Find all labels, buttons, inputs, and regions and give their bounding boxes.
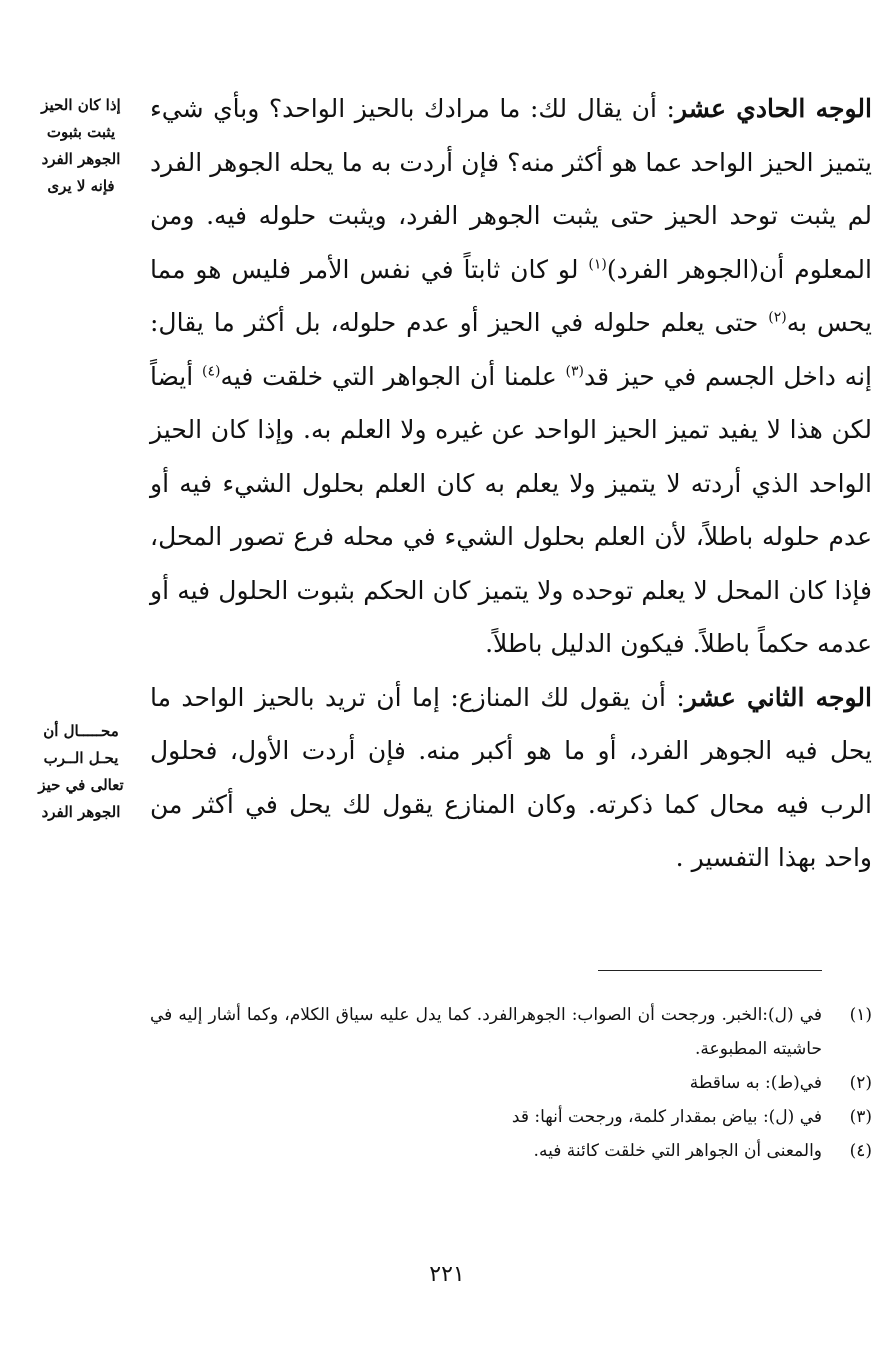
- footnote-text: في (ل): بياض بمقدار كلمة، ورجحت أنها: قد: [511, 1107, 822, 1127]
- margin-note-line: إذا كان الحيز: [41, 96, 121, 114]
- footnote-ref[interactable]: (٣): [565, 363, 585, 380]
- margin-note-line: يحـل الــرب: [43, 749, 119, 767]
- footnote: [150, 998, 872, 1066]
- footnote-text: في(ط): به ساقطة: [689, 1073, 822, 1093]
- margin-note-line: الجوهر الفرد: [41, 803, 121, 821]
- margin-note-line: محـــــال أن: [43, 722, 119, 740]
- page-number: ٢٢١: [429, 1262, 465, 1287]
- margin-note: [18, 92, 144, 200]
- paragraph-text: : أن يقال لك: ما مرادك بالحيز الواحد؟ وبأي شيء يتميز الحيز الواحد عما هو أكثر منه؟ فإن أردت به ما يحله الجوهر الفرد لم يثبت توحد الحيز حتى يثبت الجوهر الفرد، ويثبت حلوله فيه. ومن المعلوم أن(الجوهر الفرد): [150, 94, 872, 284]
- footnote-number: (٢): [849, 1073, 872, 1093]
- footnote-number: (٤): [849, 1141, 872, 1161]
- footnote-ref[interactable]: (٢): [768, 309, 787, 326]
- footnote: [150, 1066, 872, 1100]
- footnote-ref[interactable]: (٤): [201, 363, 221, 380]
- paragraph-text: لو كان ثابتاً في نفس الأمر فليس هو مما يحس به: [150, 254, 872, 337]
- margin-note-line: يثبت بثبوت: [46, 123, 116, 141]
- paragraph-heading: الوجه الثاني عشر: [684, 682, 872, 712]
- footnote-number: (١): [849, 1005, 872, 1025]
- footnote-number: (٣): [849, 1107, 872, 1127]
- paragraph: [150, 671, 872, 885]
- margin-note: [18, 718, 144, 826]
- paragraph-text: علمنا أن الجواهر التي خلقت فيه: [220, 361, 566, 391]
- paragraph-text: حتى يعلم حلوله في الحيز أو عدم حلوله، بل أكثر ما يقال: إنه داخل الجسم في حيز قد: [150, 308, 872, 391]
- main-text: [150, 82, 872, 885]
- margin-note-line: فإنه لا يرى: [47, 177, 115, 195]
- paragraph-text: : أن يقول لك المنازع: إما أن تريد بالحيز الواحد ما يحل فيه الجوهر الفرد، أو ما هو أكبر منه. فإن أردت الأول، فحلول الرب فيه محال كما ذكرته. وكان المنازع يقول لك يحل في أكثر من واحد بهذا التفسير .: [150, 682, 872, 872]
- margin-note-line: تعالى في حيز: [38, 776, 124, 794]
- footnote-ref[interactable]: (١): [588, 256, 607, 273]
- footnotes: [150, 998, 872, 1168]
- footnote-text: في (ل):الخبر. ورجحت أن الصواب: الجوهرالفرد. كما يدل عليه سياق الكلام، وكما أشار إليه في حاشيته المطبوعة.: [150, 1005, 822, 1059]
- paragraph-text: أيضاً لكن هذا لا يفيد تميز الحيز الواحد عن غيره ولا العلم به. وإذا كان الحيز الواحد الذي أردته لا يتميز ولا يعلم به كان العلم بحلول الشيء فيه أو عدم حلوله باطلاً، لأن العلم بحلول الشيء في محله فرع تصور المحل، فإذا كان المحل لا يعلم توحده ولا يتميز كان الحكم بثبوت الحلول فيه أو عدمه حكماً باطلاً. فيكون الدليل باطلاً.: [150, 361, 872, 658]
- footnote: [150, 1134, 872, 1168]
- footnote-text: والمعنى أن الجواهر التي خلقت كائنة فيه.: [533, 1141, 822, 1161]
- paragraph-heading: الوجه الحادي عشر: [674, 94, 872, 123]
- paragraph: [150, 82, 872, 671]
- footnote-divider: [598, 970, 822, 971]
- footnote: [150, 1100, 872, 1134]
- margin-note-line: الجوهر الفرد: [41, 150, 121, 168]
